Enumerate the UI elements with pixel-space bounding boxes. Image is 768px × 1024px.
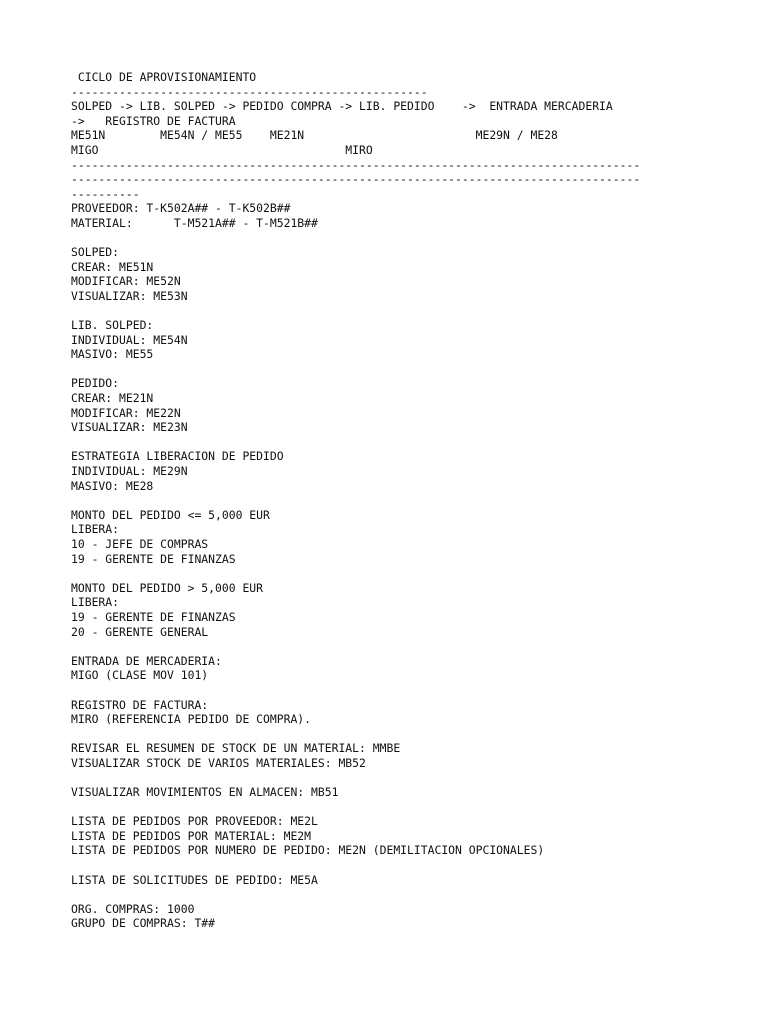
pedido-visualizar: VISUALIZAR: ME23N xyxy=(71,420,188,435)
lista-material: LISTA DE PEDIDOS POR MATERIAL: ME2M xyxy=(71,828,312,843)
monto-menor-libera: LIBERA: xyxy=(71,522,120,537)
spacer xyxy=(71,639,701,654)
stock-resumen: REVISAR EL RESUMEN DE STOCK DE UN MATERIAL: MMBE xyxy=(71,741,401,756)
registro-value: MIRO (REFERENCIA PEDIDO DE COMPRA). xyxy=(71,712,312,727)
separator-rule-2: ----------------------------------------------------------------------------------- xyxy=(71,172,641,187)
solped-visualizar: VISUALIZAR: ME53N xyxy=(71,288,188,303)
monto-mayor-header: MONTO DEL PEDIDO > 5,000 EUR xyxy=(71,580,264,595)
material-line: MATERIAL: T-M521A## - T-M521B## xyxy=(71,215,318,230)
monto-menor-item-2: 19 - GERENTE DE FINANZAS xyxy=(71,551,236,566)
flow-line-3: ME51N ME54N / ME55 ME21N ME29N / ME28 xyxy=(71,128,558,143)
solped-crear: CREAR: ME51N xyxy=(71,259,154,274)
spacer xyxy=(71,304,701,319)
separator-rule-3: ---------- xyxy=(71,186,140,201)
flow-line-1: SOLPED -> LIB. SOLPED -> PEDIDO COMPRA -> LIB. PEDIDO -> ENTRADA MERCADERIA xyxy=(71,99,613,114)
monto-mayor-item-1: 19 - GERENTE DE FINANZAS xyxy=(71,609,236,624)
separator-rule-1: ----------------------------------------------------------------------------------- xyxy=(71,157,641,172)
pedido-crear: CREAR: ME21N xyxy=(71,391,154,406)
movimientos-line: VISUALIZAR MOVIMIENTOS EN ALMACEN: MB51 xyxy=(71,785,339,800)
spacer xyxy=(71,435,701,450)
estrategia-individual: INDIVIDUAL: ME29N xyxy=(71,464,188,479)
flow-line-4: MIGO MIRO xyxy=(71,142,373,157)
spacer xyxy=(71,493,701,508)
lib-solped-individual: INDIVIDUAL: ME54N xyxy=(71,332,188,347)
spacer xyxy=(71,727,701,742)
lib-solped-masivo: MASIVO: ME55 xyxy=(71,347,154,362)
pedido-header: PEDIDO: xyxy=(71,376,120,391)
entrada-value: MIGO (CLASE MOV 101) xyxy=(71,668,209,683)
spacer xyxy=(71,362,701,377)
title-rule: ---------------------------------------------------- xyxy=(71,84,428,99)
monto-mayor-item-2: 20 - GERENTE GENERAL xyxy=(71,624,209,639)
stock-varios: VISUALIZAR STOCK DE VARIOS MATERIALES: MB52 xyxy=(71,755,366,770)
estrategia-masivo: MASIVO: ME28 xyxy=(71,478,154,493)
pedido-modificar: MODIFICAR: ME22N xyxy=(71,405,181,420)
monto-menor-item-1: 10 - JEFE DE COMPRAS xyxy=(71,537,209,551)
lista-numero: LISTA DE PEDIDOS POR NUMERO DE PEDIDO: ME2N (DEMILITACION OPCIONALES) xyxy=(71,843,545,858)
registro-header: REGISTRO DE FACTURA: xyxy=(71,697,209,712)
solped-header: SOLPED: xyxy=(71,245,120,260)
monto-mayor-libera: LIBERA: xyxy=(71,595,120,610)
spacer xyxy=(71,858,701,873)
estrategia-header: ESTRATEGIA LIBERACION DE PEDIDO xyxy=(71,449,284,464)
document-title: CICLO DE APROVISIONAMIENTO xyxy=(71,70,257,84)
org-compras: ORG. COMPRAS: 1000 xyxy=(71,901,195,916)
solicitudes-line: LISTA DE SOLICITUDES DE PEDIDO: ME5A xyxy=(71,872,318,887)
solped-modificar: MODIFICAR: ME52N xyxy=(71,274,181,289)
grupo-compras: GRUPO DE COMPRAS: T## xyxy=(71,916,216,931)
lista-proveedor: LISTA DE PEDIDOS POR PROVEEDOR: ME2L xyxy=(71,814,318,829)
spacer xyxy=(71,231,701,246)
proveedor-line: PROVEEDOR: T-K502A## - T-K502B## xyxy=(71,201,291,216)
spacer xyxy=(71,887,701,902)
spacer xyxy=(71,800,701,815)
spacer xyxy=(71,566,701,581)
entrada-header: ENTRADA DE MERCADERIA: xyxy=(71,653,222,668)
spacer xyxy=(71,683,701,698)
flow-line-2: -> REGISTRO DE FACTURA xyxy=(71,113,236,128)
spacer xyxy=(71,771,701,786)
document-page xyxy=(71,70,701,931)
monto-menor-header: MONTO DEL PEDIDO <= 5,000 EUR xyxy=(71,507,270,522)
lib-solped-header: LIB. SOLPED: xyxy=(71,318,154,333)
